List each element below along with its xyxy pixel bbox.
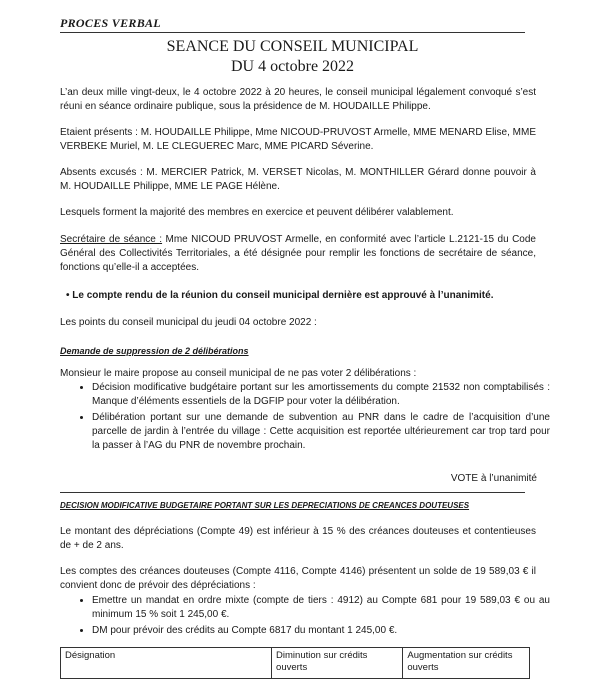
table-header-row [61,648,530,679]
absents-paragraph: Absents excusés : M. MERCIER Patrick, M. VERSET Nicolas, M. MONTHILLER Gérard donne pouvoir à M. HOUDAILLE Philippe, MME LE PAGE Hélène. [60,167,536,192]
section-1-bullet-list [78,381,550,455]
section-2-title: DECISION MODIFICATIVE BUDGETAIRE PORTANT SUR LES DEPRECIATIONS DE CREANCES DOUTEUSES [60,501,470,510]
title-line-1: SEANCE DU CONSEIL MUNICIPAL [166,38,419,55]
section-2-paragraph-1: Le montant des dépréciations (Compte 49) est inférieur à 15 % des créances douteuses et contentieuses de + de 2 ans. [60,526,536,551]
approval-statement: • Le compte rendu de la réunion du conseil municipal dernière est approuvé à l’unanimité. [66,290,494,301]
table-header-cell: Diminution sur crédits ouverts [272,648,403,679]
vote-result: VOTE à l’unanimité [450,473,537,484]
list-item: • Emettre un mandat en ordre mixte (compte de tiers : 4912) au Compte 681 pour 19 589,03 € ou au minimum 15 % soit 1 245,00 €. [92,594,550,622]
budget-table [60,647,530,679]
majority-paragraph: Lesquels forment la majorité des membres en exercice et peuvent délibérer valablement. [60,207,454,218]
section-1-intro: Monsieur le maire propose au conseil municipal de ne pas voter 2 délibérations : [60,368,417,379]
list-item: • DM pour prévoir des crédits au Compte 6817 du montant 1 245,00 €. [92,624,550,638]
table-header-cell: Augmentation sur crédits ouverts [403,648,530,679]
list-item: • Délibération portant sur une demande de subvention au PNR dans le cadre de l’acquisition d’une parcelle de jardin à l’entrée du village : Cette acquisition est reportée ultérieurement car trop tard pour la passer à l’AG du PNR de novembre prochain. [92,411,550,453]
document-title [60,33,525,77]
title-line-2: DU 4 octobre 2022 [230,58,355,75]
presents-paragraph: Etaient présents : M. HOUDAILLE Philippe, Mme NICOUD-PRUVOST Armelle, MME MENARD Elise, MME VERBEKE Muriel, M. LE CLEGUEREC Marc, MME PICARD Séverine. [60,127,536,152]
section-2-paragraph-2: Les comptes des créances douteuses (Compte 4116, Compte 4146) présentent un solde de 19 589,03 € il convient donc de prévoir des dépréciations : [60,566,536,591]
secretary-text: Mme NICOUD PRUVOST Armelle, en conformité avec l’article L.2121-15 du Code Général des Collectivités Territoriales, a été désignée pour remplir les fonctions de secrétaire de séance, fonctions qu’elle-il a acceptées. [60,234,536,273]
section-1-title: Demande de suppression de 2 délibérations [60,346,249,356]
secretary-label: Secrétaire de séance : [60,234,163,245]
document-type-label: PROCES VERBAL [60,16,161,30]
section-divider [60,492,525,493]
points-intro: Les points du conseil municipal du jeudi 04 octobre 2022 : [60,317,317,328]
secretary-paragraph [60,233,536,275]
intro-paragraph: L’an deux mille vingt-deux, le 4 octobre 2022 à 20 heures, le conseil municipal légalement convoqué s’est réuni en séance ordinaire publique, sous la présidence de M. HOUDAILLE Philippe. [60,87,536,112]
table-header-cell: Désignation [61,648,272,679]
section-2-bullet-list [78,594,550,640]
list-item: • Décision modificative budgétaire portant sur les amortissements du compte 21532 non comptabilisés : Manque d’éléments essentiels de la DGFIP pour voter la délibération. [92,381,550,409]
